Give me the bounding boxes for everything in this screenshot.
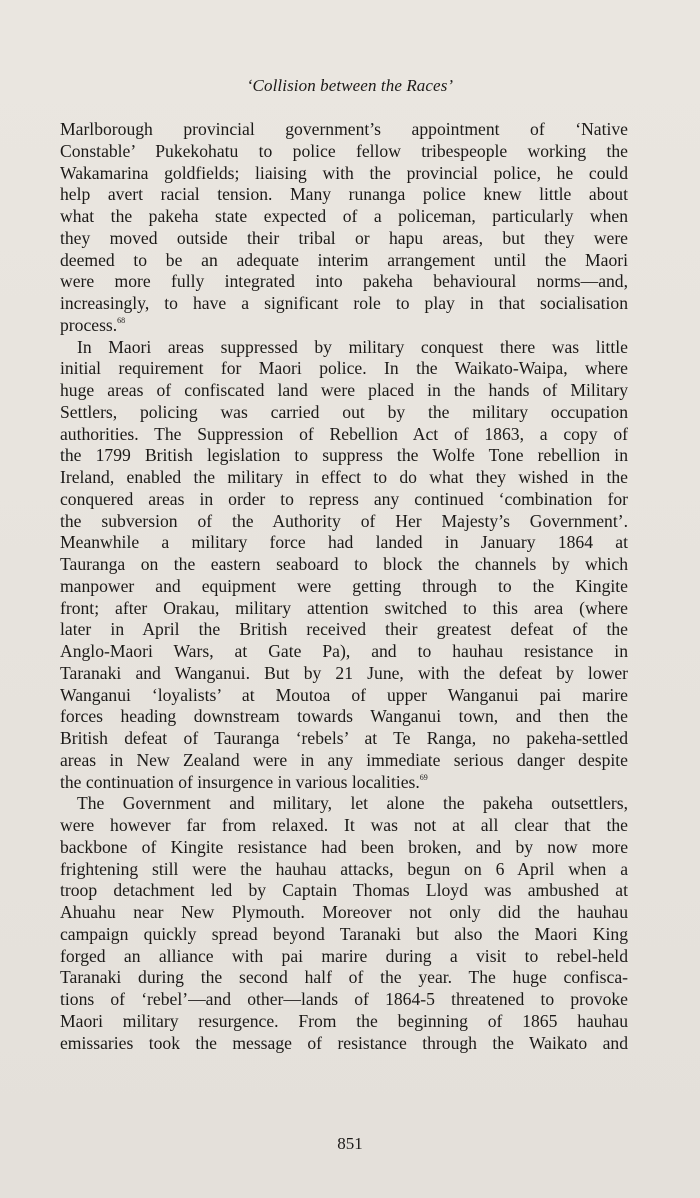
text-line xyxy=(60,293,628,315)
text-line-content: later in April the British received their greatest defeat of the xyxy=(60,619,628,640)
text-line-content: The Government and military, let alone the pakeha outsettlers, xyxy=(77,793,628,814)
text-line xyxy=(60,489,628,511)
text-line-content: the subversion of the Authority of Her Majesty’s Government’. xyxy=(60,510,628,531)
text-line-content: frightening still were the hauhau attacks, begun on 6 April when a xyxy=(60,858,628,879)
text-line xyxy=(60,119,628,141)
text-line-content: areas in New Zealand were in any immediate serious danger despite xyxy=(60,749,628,770)
text-line xyxy=(60,271,628,293)
text-line xyxy=(60,902,628,924)
text-line xyxy=(60,228,628,250)
text-line xyxy=(60,206,628,228)
text-line xyxy=(60,576,628,598)
running-head: ‘Collision between the Races’ xyxy=(246,76,454,95)
text-line xyxy=(60,685,628,707)
text-line xyxy=(60,315,628,337)
text-line xyxy=(60,815,628,837)
text-line-content: Constable’ Pukekohatu to police fellow tribespeople working the xyxy=(60,140,628,161)
text-line xyxy=(60,750,628,772)
text-line xyxy=(60,946,628,968)
text-line-content: conquered areas in order to repress any continued ‘combination for xyxy=(60,488,628,509)
text-line-content: process. xyxy=(60,314,118,335)
text-line xyxy=(60,445,628,467)
footnote-marker: 68 xyxy=(117,315,126,325)
text-line-content: Wakamarina goldfields; liaising with the provincial police, he could xyxy=(60,162,628,183)
text-line xyxy=(60,1033,628,1055)
text-line-content: manpower and equipment were getting through to the Kingite xyxy=(60,575,628,596)
text-line xyxy=(60,184,628,206)
text-line-content: Taranaki and Wanganui. But by 21 June, with the defeat by lower xyxy=(60,662,628,683)
text-line xyxy=(60,598,628,620)
text-line xyxy=(60,554,628,576)
text-line xyxy=(60,793,628,815)
text-line xyxy=(60,250,628,272)
text-line-content: forged an alliance with pai marire during a visit to rebel-held xyxy=(60,945,628,966)
text-line xyxy=(60,1011,628,1033)
text-line-content: the continuation of insurgence in various localities. xyxy=(60,771,420,792)
text-line-content: Ireland, enabled the military in effect to do what they wished in the xyxy=(60,467,628,487)
text-line-content: troop detachment led by Captain Thomas Lloyd was ambushed at xyxy=(60,880,628,901)
text-line-content: what the pakeha state expected of a policeman, particularly when xyxy=(60,206,628,226)
text-line xyxy=(60,358,628,380)
text-line xyxy=(60,141,628,163)
text-line xyxy=(60,467,628,489)
text-line-content: front; after Orakau, military attention switched to this area (where xyxy=(60,597,628,618)
text-line xyxy=(60,511,628,533)
text-line xyxy=(60,380,628,402)
text-line-content: Tauranga on the eastern seaboard to block the channels by which xyxy=(60,554,628,574)
text-line xyxy=(60,706,628,728)
text-line-content: were however far from relaxed. It was not at all clear that the xyxy=(60,815,628,835)
page-number: 851 xyxy=(337,1134,363,1153)
text-line xyxy=(60,837,628,859)
text-line xyxy=(60,532,628,554)
text-line-content: initial requirement for Maori police. In the Waikato-Waipa, where xyxy=(60,358,628,379)
text-line xyxy=(60,728,628,750)
text-line-content: the 1799 British legislation to suppress the Wolfe Tone rebellion in xyxy=(60,445,628,466)
text-line-content: Meanwhile a military force had landed in January 1864 at xyxy=(60,532,628,553)
text-line-content: Anglo-Maori Wars, at Gate Pa), and to hauhau resistance in xyxy=(60,641,628,661)
footnote-marker: 69 xyxy=(419,772,428,782)
text-line-content: Wanganui ‘loyalists’ at Moutoa of upper Wanganui pai marire xyxy=(60,684,628,705)
text-line xyxy=(60,402,628,424)
text-line xyxy=(60,880,628,902)
text-line-content: backbone of Kingite resistance had been broken, and by now more xyxy=(60,836,628,857)
text-line xyxy=(60,859,628,881)
text-line xyxy=(60,163,628,185)
text-line-content: increasingly, to have a significant role to play in that socialisation xyxy=(60,293,628,313)
text-line-content: Maori military resurgence. From the beginning of 1865 hauhau xyxy=(60,1010,628,1031)
text-line-content: forces heading downstream towards Wanganui town, and then the xyxy=(60,706,628,727)
text-line xyxy=(60,989,628,1011)
text-line-content: Settlers, policing was carried out by the military occupation xyxy=(60,401,628,422)
text-line xyxy=(60,424,628,446)
text-line-content: Ahuahu near New Plymouth. Moreover not only did the hauhau xyxy=(60,902,628,922)
text-line-content: help avert racial tension. Many runanga police knew little about xyxy=(60,184,628,205)
text-line-content: were more fully integrated into pakeha behavioural norms—and, xyxy=(60,271,628,292)
text-line-content: huge areas of confiscated land were placed in the hands of Military xyxy=(60,380,628,400)
text-line-content: they moved outside their tribal or hapu areas, but they were xyxy=(60,227,628,248)
text-line-content: campaign quickly spread beyond Taranaki but also the Maori King xyxy=(60,923,628,944)
text-line-content: authorities. The Suppression of Rebellion Act of 1863, a copy of xyxy=(60,423,628,444)
text-line-content: In Maori areas suppressed by military conquest there was little xyxy=(77,336,628,357)
text-line-content: British defeat of Tauranga ‘rebels’ at Te Ranga, no pakeha-settled xyxy=(60,728,628,748)
text-line-content: Marlborough provincial government’s appointment of ‘Native xyxy=(60,119,628,139)
text-line xyxy=(60,663,628,685)
text-line xyxy=(60,641,628,663)
text-line xyxy=(60,619,628,641)
body-text xyxy=(60,119,628,1054)
text-line-content: tions of ‘rebel’—and other—lands of 1864-5 threatened to provoke xyxy=(60,989,628,1009)
text-line xyxy=(60,772,628,794)
text-line xyxy=(60,924,628,946)
text-line-content: Taranaki during the second half of the year. The huge confisca- xyxy=(60,967,628,988)
text-line-content: emissaries took the message of resistance through the Waikato and xyxy=(60,1032,628,1053)
text-line-content: deemed to be an adequate interim arrangement until the Maori xyxy=(60,249,628,270)
text-line xyxy=(60,337,628,359)
text-line xyxy=(60,967,628,989)
